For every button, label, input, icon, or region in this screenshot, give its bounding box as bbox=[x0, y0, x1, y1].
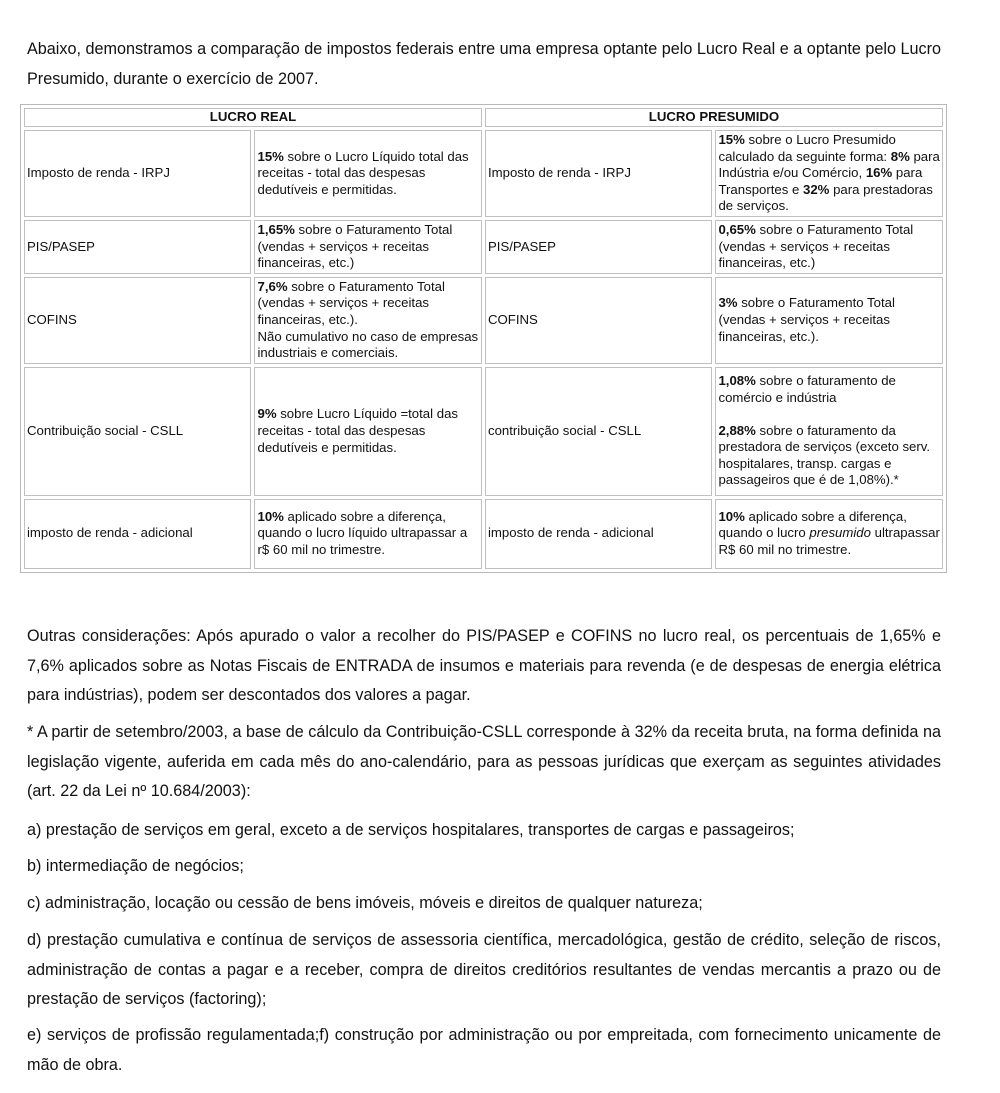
rule-text: para prestadoras de serviços. bbox=[718, 181, 933, 214]
rule-text: aplicado sobre a diferença, quando o lucro bbox=[718, 508, 907, 541]
list-item: c) administração, locação ou cessão de bens imóveis, móveis e direitos de qualquer natureza; bbox=[27, 894, 703, 912]
real-tax-rule bbox=[254, 277, 482, 364]
header-lucro-real: LUCRO REAL bbox=[24, 108, 482, 127]
rate-value: 2,88% bbox=[718, 422, 756, 438]
real-tax-rule bbox=[254, 220, 482, 274]
rule-text: sobre o Faturamento Total (vendas + serviços + receitas financeiras, etc.) bbox=[718, 221, 914, 271]
list-item: a) prestação de serviços em geral, exceto a de serviços hospitalares, transportes de cargas e passageiros; bbox=[27, 821, 795, 839]
presumido-tax-label: PIS/PASEP bbox=[485, 220, 712, 274]
italic-term: presumido bbox=[809, 525, 871, 541]
rate-value: 9% bbox=[257, 406, 277, 422]
list-item: b) intermediação de negócios; bbox=[27, 857, 244, 875]
header-lucro-presumido: LUCRO PRESUMIDO bbox=[485, 108, 943, 127]
rate-value: 8% bbox=[890, 148, 910, 164]
rate-value: 32% bbox=[803, 181, 830, 197]
real-tax-label: COFINS bbox=[24, 277, 251, 364]
presumido-tax-label: Imposto de renda - IRPJ bbox=[485, 130, 712, 217]
real-tax-label: PIS/PASEP bbox=[24, 220, 251, 274]
rule-text: ultrapassar R$ 60 mil no trimestre. bbox=[718, 525, 940, 558]
presumido-tax-label: COFINS bbox=[485, 277, 712, 364]
rule-text: sobre o faturamento da prestadora de serviços (exceto serv. hospitalares, transp. cargas e passageiros que é de 1,08%).* bbox=[718, 422, 931, 488]
rule-text: sobre o Faturamento Total (vendas + serviços + receitas financeiras, etc.). bbox=[718, 295, 895, 344]
rate-value: 1,08% bbox=[718, 373, 756, 389]
table-row bbox=[24, 499, 943, 569]
rate-value: 16% bbox=[865, 165, 893, 181]
presumido-tax-rule bbox=[715, 277, 943, 364]
csll-footnote-paragraph: * A partir de setembro/2003, a base de cálculo da Contribuição-CSLL corresponde à 32% da receita bruta, na forma definida na legislação vigente, auferida em cada mês do ano-calendário, para as pessoas jurídicas que exerçam as seguintes atividades (art. 22 da Lei nº 10.684/2003): bbox=[27, 723, 941, 800]
other-considerations-paragraph: Outras considerações: Após apurado o valor a recolher do PIS/PASEP e COFINS no lucro real, os percentuais de 1,65% e 7,6% aplicados sobre as Notas Fiscais de ENTRADA de insumos e materiais para revenda (e de despesas de energia elétrica para indústrias), podem ser descontados dos valores a pagar. bbox=[27, 627, 941, 704]
real-tax-label: imposto de renda - adicional bbox=[24, 499, 251, 569]
presumido-tax-rule bbox=[715, 220, 943, 274]
table-row bbox=[24, 367, 943, 496]
table-header-row bbox=[24, 108, 943, 127]
presumido-tax-rule bbox=[715, 130, 943, 217]
rule-text: sobre o Lucro Presumido calculado da seguinte forma: bbox=[718, 132, 896, 164]
rule-text: sobre o faturamento de comércio e indústria bbox=[718, 373, 896, 406]
real-tax-label: Imposto de renda - IRPJ bbox=[24, 130, 251, 217]
list-item: d) prestação cumulativa e contínua de serviços de assessoria científica, mercadológica, gestão de crédito, seleção de riscos, administração de contas a pagar e a receber, compra de direitos creditórios resultantes de vendas mercantis a prazo ou de prestação de serviços (factoring); bbox=[27, 931, 941, 1008]
rate-value: 10% bbox=[718, 508, 745, 524]
rule-text: sobre o Lucro Líquido total das receitas - total das despesas dedutíveis e permitidas. bbox=[257, 148, 469, 197]
presumido-tax-label: imposto de renda - adicional bbox=[485, 499, 712, 569]
rate-value: 7,6% bbox=[257, 278, 288, 294]
real-tax-label: Contribuição social - CSLL bbox=[24, 367, 251, 496]
table-row bbox=[24, 277, 943, 364]
rule-text: sobre Lucro Líquido =total das receitas - total das despesas dedutíveis e permitidas. bbox=[257, 406, 458, 455]
rule-text: sobre o Faturamento Total (vendas + serviços + receitas financeiras, etc.) bbox=[257, 221, 453, 271]
rule-note: Não cumulativo no caso de empresas industriais e comerciais. bbox=[257, 328, 479, 361]
presumido-tax-rule bbox=[715, 367, 943, 496]
rule-text: aplicado sobre a diferença, quando o lucro líquido ultrapassar a r$ 60 mil no trimestre. bbox=[257, 508, 468, 558]
rule-text: para Indústria e/ou Comércio, bbox=[718, 148, 940, 181]
presumido-tax-rule bbox=[715, 499, 943, 569]
list-item: e) serviços de profissão regulamentada;f) construção por administração ou por empreitada, com fornecimento unicamente de mão de obra. bbox=[27, 1026, 941, 1074]
presumido-tax-label: contribuição social - CSLL bbox=[485, 367, 712, 496]
table-row bbox=[24, 130, 943, 217]
intro-paragraph: Abaixo, demonstramos a comparação de impostos federais entre uma empresa optante pelo Lucro Real e a optante pelo Lucro Presumido, durante o exercício de 2007. bbox=[27, 40, 941, 88]
rate-value: 0,65% bbox=[718, 221, 756, 237]
rate-value: 10% bbox=[257, 508, 284, 524]
rate-value: 15% bbox=[718, 132, 745, 147]
real-tax-rule bbox=[254, 130, 482, 217]
rule-text: para Transportes e bbox=[718, 165, 923, 197]
real-tax-rule bbox=[254, 367, 482, 496]
rate-value: 15% bbox=[257, 148, 284, 164]
table-row bbox=[24, 220, 943, 274]
rate-value: 3% bbox=[718, 295, 738, 311]
tax-comparison-table bbox=[20, 104, 947, 573]
rule-text: sobre o Faturamento Total (vendas + serviços + receitas financeiras, etc.). bbox=[257, 278, 445, 327]
real-tax-rule bbox=[254, 499, 482, 569]
rate-value: 1,65% bbox=[257, 221, 295, 237]
